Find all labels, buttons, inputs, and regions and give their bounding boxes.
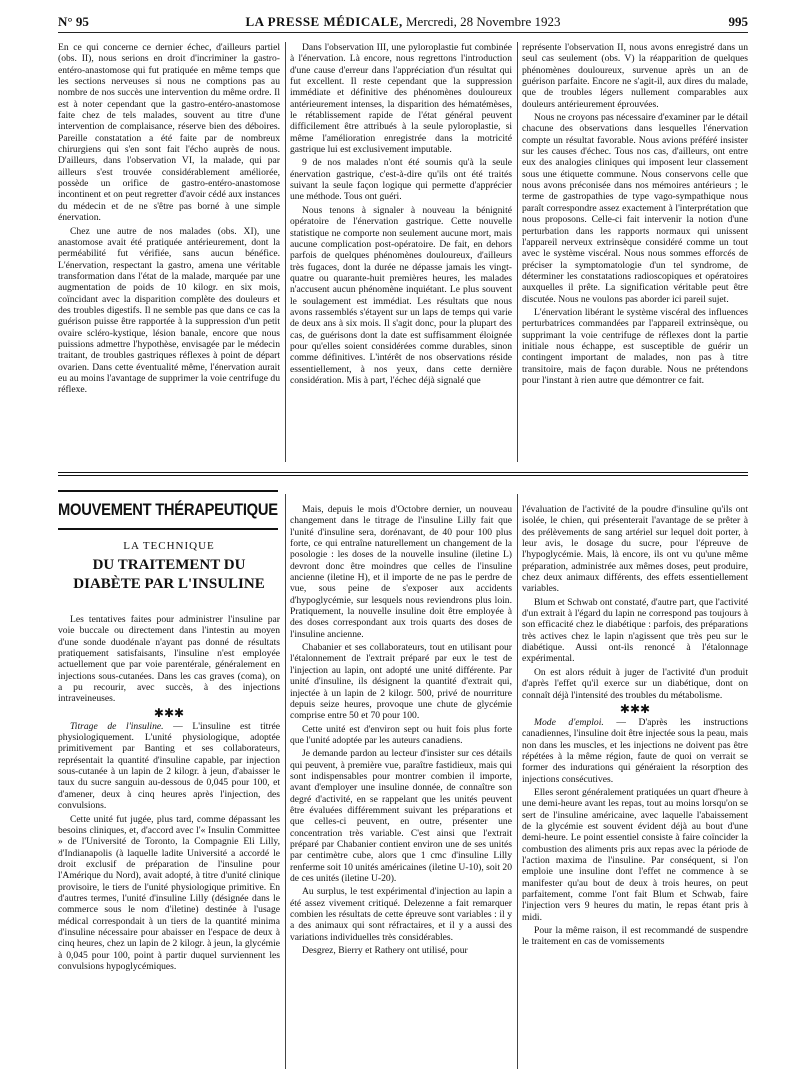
bottom-column-2 [290, 504, 512, 958]
paragraph-text: — L'insuline est titrée physiologiquement. L'unité physiologique, adoptée primitivement par Banting et ses collaborateurs, représentait la quantité d'insuline capable, par injection sous-cutanée à un lapin de 2 kilogr. à jeun, d'abaisser le taux du sucre sanguin au-dessous de 0,045 pour 100, et d'amener, deux à cinq heures après l'injection, des convulsions. [58, 720, 280, 812]
bottom-column-3 [522, 504, 748, 950]
section-separator [58, 472, 748, 476]
subheading: Titrage de l'insuline. [70, 720, 164, 732]
paragraph: Cette unité est d'environ sept ou huit fois plus forte que l'unité adoptée par les auteurs canadiens. [290, 723, 512, 746]
page-header [58, 12, 748, 33]
asterism: ✱✱✱ [619, 701, 651, 716]
paragraph: Nous tenons à signaler à nouveau la bénignité opératoire de l'énervation gastrique. Cette nouvelle statistique ne comporte non seulement aucune mort, mais aucune complication post-opératoire. De fait, en dehors parfois de quelques phénomènes douloureux, d'ailleurs très fugaces, dont la durée ne dépasse jamais les vingt-quatre ou quarante-huit premières heures, les malades n'accusent aucun phénomène inquiétant. Le plus souvent le soulagement est immédiat. Les résultats que nous avons rassemblés s'étayent sur un laps de temps qui varie de deux ans à six mois. Il s'agit donc, pour la plupart des cas, de guérisons dont la date est suffisamment éloignée pour qu'elles soient considérées comme durables, sinon comme définitives. L'intérêt de nos observations réside essentiellement, à nos yeux, dans cette dernière considération. Mis à part, l'échec déjà signalé que [290, 204, 512, 386]
journal-line [58, 14, 748, 30]
paragraph: Les tentatives faites pour administrer l'insuline par voie buccale ou directement dans l'intestin au moyen d'une sonde duodénale n'ayant pas donné de résultats pratiquement satisfaisants, l'insuline n'est employée actuellement que par voie parentérale, généralement en injections sous-cutanées. Dans les cas graves (coma), on a pu recourir, avec succès, à des injections intraveineuses. [58, 614, 280, 705]
paragraph: Desgrez, Bierry et Rathery ont utilisé, pour [302, 945, 468, 957]
article-kicker: LA TECHNIQUE [123, 540, 215, 552]
paragraph: l'évaluation de l'activité de la poudre d'insuline qu'ils ont isolée, le chien, qui présenterait l'avantage de se prêter à des prélèvements de sang artériel sur lequel doit porter, à leur avis, le dosage du sucre, pour l'épreuve de l'hypoglycémie. Mais, là encore, ils ont vu qu'une même préparation, administrée aux mêmes doses, peut produire, chez deux animaux différents, des effets essentiellement variables. [522, 504, 748, 595]
article-title: DU TRAITEMENT DU DIABÈTE PAR L'INSULINE [73, 557, 265, 592]
paragraph: Mais, depuis le mois d'Octobre dernier, un nouveau changement dans le titrage de l'insuline Lilly fait que l'unité d'insuline sera, dorénavant, de 40 pour 100 plus forte, ce qui entraîne naturellement un changement de la posologie : les doses de la nouvelle insuline (iletine L) devront donc être moindres que celles de l'insuline ancienne (iletine H), et il importe de ne pas le perdre de vue, sous peine de s'exposer aux accidents d'hypoglycémie, sur lesquels nous reviendrons plus loin. Pratiquement, la nouvelle insuline doit être employée à des doses correspondant aux trois quarts des doses de l'insuline ancienne. [290, 504, 512, 640]
paragraph: En ce qui concerne ce dernier échec, d'ailleurs partiel (obs. II), nous serions en droit d'incriminer la gastro-entéro-anastomose qui fut pratiquée en même temps que les sections nerveuses si nous ne comptions pas au nombre de nos succès une intervention du même ordre. Il est à noter cependant que la gastro-entéro-anastomose faite chez de tels malades, souvent au titre d'une intervention de complaisance, réserve bien des déboires. Pareille constatation a été faite par de nombreux chirurgiens qui s'en sont fait l'écho auprès de nous. D'ailleurs, dans l'observation VI, la malade, qui par ailleurs s'est trouvée considérablement améliorée, possède un orifice de gastro-entéro-anastomose incontinent et on peut regretter d'avoir cédé aux instances du médecin et de ne s'être pas borné à une simple énervation. [58, 42, 280, 224]
paragraph: Nous ne croyons pas nécessaire d'examiner par le détail chacune des observations dans lesquelles l'énervation compte un résultat favorable. Nous avions préféré insister sur les causes d'échec. Tous nos cas, d'ailleurs, ont entre eux des analogies cliniques qui imposent leur classement sous une étiquette commune. Nous conservons celle que nous avons préconisée dans nos mémoires antérieurs ; le terme de gastropathies de type vago-sympathique nous paraît correspondre assez exactement à l'interprétation que nous proposons. Celle-ci fait intervenir la notion d'une perturbation dans les rapports normaux qui unissent l'appareil nerveux extrinsèque considéré comme un tout avec le système viscéral. Nous nous sommes efforcés de préciser la symptomatologie d'un tel syndrome, de déterminer les constatations radioscopiques et opératoires auxquelles il prête. La signification véritable peut être discutée. Nous ne voulons pas aborder ici pareil sujet. [522, 112, 748, 305]
paragraph [58, 721, 280, 812]
journal-name: LA PRESSE MÉDICALE, [245, 14, 403, 29]
paragraph: Au surplus, le test expérimental d'injection au lapin a été assez vivement critiqué. Delezenne a fait remarquer combien les résultats de cette épreuve sont variables : il y a des animaux qui sont réfractaires, et il y a aussi des variations individuelles très considérables. [290, 886, 512, 943]
section-title: MOUVEMENT THÉRAPEUTIQUE [58, 490, 278, 530]
bottom-column-1 [58, 614, 280, 974]
column-divider [517, 494, 518, 1069]
paragraph: L'énervation libérant le système viscéral des influences perturbatrices commandées par l'appareil extrinsèque, ou supprimant la voie centrifuge de réflexes dont la partie initiale nous échappe, est susceptible de guérir un contingent important de malades, non pas à titre transitoire, mais de façon durable. Nous ne prétendons pour l'instant à rien autre que démontrer ce fait. [522, 306, 748, 386]
paragraph-text: — D'après les instructions canadiennes, l'insuline doit être injectée sous la peau, mais non dans les muscles, et les injections ne doivent pas être répétées à la même région, faute de quoi on verrait se former des indurations qui généraient la résorption des injections consécutives. [522, 716, 748, 785]
top-column-3 [522, 42, 748, 388]
paragraph [522, 717, 748, 785]
top-column-2 [290, 42, 512, 388]
column-divider [517, 42, 518, 462]
paragraph: 9 de nos malades n'ont été soumis qu'à la seule énervation gastrique, c'est-à-dire qu'ils ont été traités suivant la seule façon logique qui permette d'apprécier une méthode. Tous ont guéri. [290, 157, 512, 203]
page-number: 995 [728, 14, 748, 29]
paragraph: Blum et Schwab ont constaté, d'autre part, que l'activité d'un extrait à l'égard du lapin ne correspond pas toujours à son efficacité chez le diabétique : parfois, des préparations très actives chez le lapin n'agissent que très peu sur le diabétique. Aussi ont-ils renoncé à l'étalonnage expérimental. [522, 596, 748, 665]
column-divider [285, 494, 286, 1069]
paragraph: représente l'observation II, nous avons enregistré dans un seul cas seulement (obs. V) la réapparition de quelques phénomènes douloureux, survenue après un an de guérison parfaite. Encore ne s'agit-il, aux dires du malade, que de troubles légers nullement comparables aux douleurs antérieurement éprouvées. [522, 42, 748, 110]
asterism: ✱✱✱ [153, 705, 185, 720]
subheading: Mode d'emploi. [534, 716, 604, 728]
paragraph: Chabanier et ses collaborateurs, tout en utilisant pour l'étalonnement de l'extrait préparé par eux le test de l'injection au lapin, ont adopté une unité différente. Par unité d'insuline, ils désignent la quantité d'extrait qui, injectée à un lapin de 2 kilogr. 500, privé de nourriture depuis seize heures, provoque une chute de glycémie comprise entre 50 et 70 pour 100. [290, 642, 512, 722]
paragraph: Chez une autre de nos malades (obs. XI), une anastomose avait été pratiquée antérieurement, dont la perméabilité fut vérifiée, sans aucun bénéfice. L'énervation, respectant la gastro, amena une véritable transformation dans l'état de la malade, marquée par une augmentation de poids de 10 kilogr. en six mois, coïncidant avec la disparition complète des douleurs et des troubles digestifs. Il ne semble pas que dans ce cas la guérison puisse être rapportée à la suppression d'un petit ovaire scléro-kystique, lésion banale, encore que nous puissions admettre l'hypothèse, envisagée par le médecin traitant, de troubles gastriques réflexes à point de départ ovarien. Dans cette éventualité même, l'énervation aurait eu au moins l'avantage de supprimer la voie centrifuge du réflexe. [58, 225, 280, 396]
paragraph: Cette unité fut jugée, plus tard, comme dépassant les besoins cliniques, et, d'accord avec l'« Insulin Committee » de l'Université de Toronto, la Compagnie Eli Lilly, d'Indianapolis (à laquelle ladite Université a accordé le droit exclusif de préparation de l'insuline pour l'Amérique du Nord), avait adopté, à titre d'unité clinique provisoire, le tiers de l'unité physiologique primitive. En d'autres termes, l'unité d'insuline Lilly (désignée dans le commerce sous le nom d'iletine) destinée à l'usage médical correspondait à un tiers de la quantité minima d'insuline nécessaire pour abaisser en l'espace de deux à cinq heures, chez un lapin de 2 kilogr. à jeun, la glycémie à 0,045 pour 100, point à partir duquel surviennent les convulsions hypoglycémiques. [58, 813, 280, 972]
paragraph: Elles seront généralement pratiquées un quart d'heure à une demi-heure avant les repas, tout au moins lorsqu'on se sert de l'insuline américaine, avec laquelle l'abaissement de la glycémie est souvent évident déjà au bout d'une demi-heure. Le point essentiel consiste à faire coïncider la combustion des aliments pris aux repas avec la période de l'action maxima de l'insuline. Par conséquent, si l'on emploie une insuline dont l'effet ne commence à se manifester qu'au bout de deux à trois heures, on peut parfaitement, comme l'ont fait Blum et Schwab, faire l'injection vers 9 heures du matin, le repas étant pris à midi. [522, 786, 748, 923]
paragraph: Je demande pardon au lecteur d'insister sur ces détails qui peuvent, à première vue, paraître fastidieux, mais qui sont indispensables pour montrer combien il importe, avant d'employer une insuline donnée, de connaître son degré d'activité, en se rappelant que les unités peuvent être évaluées différemment suivant les préparations et que celles-ci peuvent, en outre, présenter une concentration très variable. C'est ainsi que l'extrait préparé par Chabanier contient environ une de ses unités par centimètre cube, alors que 1 cmc d'insuline Lilly renferme soit 10 unités américaines (iletine U-10), soit 20 de ces unités (iletine U-20). [290, 748, 512, 884]
column-divider [285, 42, 286, 462]
issue-number: N° 95 [58, 14, 89, 29]
paragraph: Dans l'observation III, une pyloroplastie fut combinée à l'énervation. Là encore, nous regrettons l'introduction d'une cause d'erreur dans l'appréciation d'un résultat qui fut excellent. Il reste cependant que la suppression immédiate et définitive des phénomènes douloureux antérieurement intenses, la disparition des hématémèses, le rétablissement rapide de l'état général peuvent difficilement être attribués à la seule pyloroplastie, si même l'amélioration enregistrée dans la motricité gastrique lui est exclusivement imputable. [290, 42, 512, 156]
issue-date: Mercredi, 28 Novembre 1923 [402, 14, 561, 29]
paragraph: On est alors réduit à juger de l'activité d'un produit d'après l'effet qu'il exerce sur un diabétique, dont on connaît déjà l'intensité des troubles du métabolisme. [522, 666, 748, 701]
top-column-1 [58, 42, 280, 398]
paragraph: Pour la même raison, il est recommandé de suspendre le traitement en cas de vomissements [522, 925, 748, 948]
